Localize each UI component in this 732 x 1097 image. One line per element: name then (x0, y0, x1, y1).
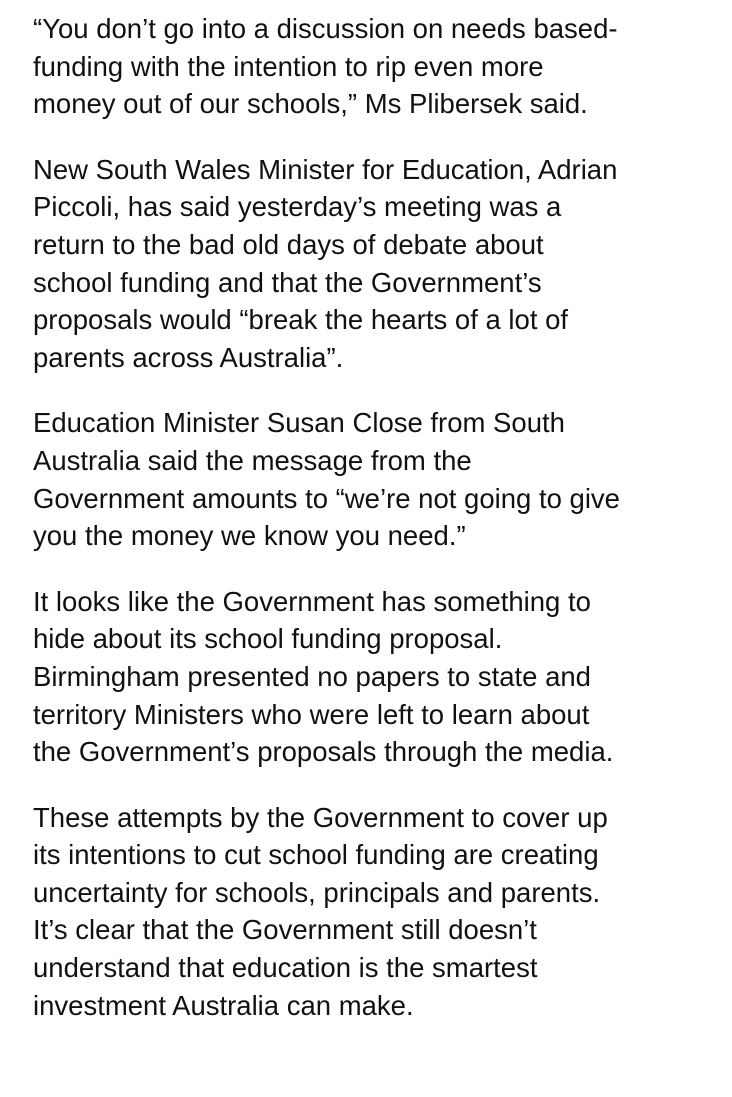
text-line: New South Wales Minister for Education, Adrian (33, 153, 618, 185)
text-line: investment Australia can make. (33, 989, 414, 1021)
text-line: Education Minister Susan Close from South (33, 407, 565, 439)
text-line: Piccoli, has said yesterday’s meeting was a (33, 191, 562, 223)
text-line: funding with the intention to rip even more (33, 50, 544, 82)
text-line: It’s clear that the Government still doesn’t (33, 914, 537, 946)
paragraph-close (33, 404, 723, 554)
text-line: school funding and that the Government’s (33, 266, 542, 298)
text-line: parents across Australia”. (33, 341, 344, 373)
paragraph-plibersek-quote (33, 10, 723, 123)
text-line: hide about its school funding proposal. (33, 623, 503, 655)
text-line: It looks like the Government has something to (33, 585, 591, 617)
text-line: proposals would “break the hearts of a lot of (33, 304, 569, 336)
text-line: understand that education is the smartest (33, 952, 538, 984)
text-line: you the money we know you need.” (33, 520, 466, 552)
text-line: Australia said the message from the (33, 444, 472, 476)
text-line: the Government’s proposals through the media. (33, 736, 614, 768)
text-line: territory Ministers who were left to learn about (33, 698, 590, 730)
text-line: money out of our schools,” Ms Plibersek said. (33, 88, 588, 120)
article-body (33, 10, 723, 1052)
paragraph-conclusion (33, 799, 723, 1025)
text-line: Government amounts to “we’re not going to give (33, 482, 620, 514)
text-line: These attempts by the Government to cover up (33, 801, 608, 833)
paragraph-piccoli (33, 151, 723, 377)
text-line: Birmingham presented no papers to state and (33, 660, 591, 692)
text-line: its intentions to cut school funding are creating (33, 839, 599, 871)
text-line: return to the bad old days of debate about (33, 228, 544, 260)
text-line: “You don’t go into a discussion on needs based- (33, 13, 618, 44)
paragraph-birmingham (33, 583, 723, 771)
text-line: uncertainty for schools, principals and parents. (33, 876, 601, 908)
